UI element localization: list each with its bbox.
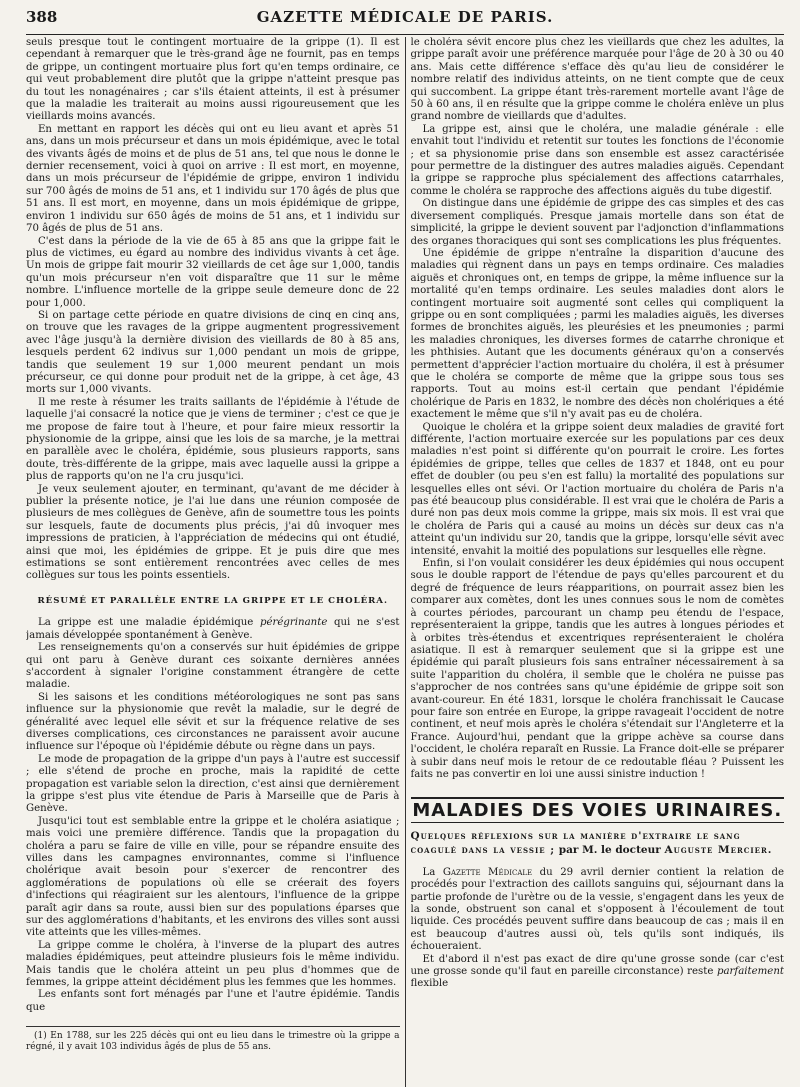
paragraph: En mettant en rapport les décès qui ont eu lieu avant et après 51 ans, dans un mois précurseur et dans un mois épidémique, avec le total des vivants âgés de moins et de plus de 51 ans, tel que nous le donne le dernier recensement, voici à quoi on arrive : Il est mort, en moyenne, dans un mois précurseur de l'épidémie de grippe, environ 1 individu sur 700 âgés de moins de 51 ans, et 1 individu sur 170 âgés de plus que 51 ans. Il est mort, en moyenne, dans un mois épidémique de grippe, environ 1 individu sur 650 âgés de moins de 51 ans, et 1 individu sur 70 âgés de plus de 51 ans. [26,123,400,235]
section-title: MALADIES DES VOIES URINAIRES. [411,797,785,822]
paragraph: Une épidémie de grippe n'entraîne la disparition d'aucune des maladies qui règnent dans un pays en temps ordinaire. Ces maladies aiguës et chroniques ont, en temps de grippe, la même influence sur la mortalité qu'en temps ordinaire. Les seules maladies dont alors le contingent mortuaire soit augmenté sont celles qui compliquent la grippe ou en sont compliquées ; parmi les maladies aiguës, les diverses formes de bronchites aiguës, les pleurésies et les pneumonies ; parmi les maladies chroniques, les diverses formes de catarrhe chronique et les phthisies. Autant que les documents généraux qu'on a conservés permettent d'apprécier l'action mortuaire du choléra, il est à présumer que le choléra se comporte de même que la grippe sous tous ses rapports. Tout au moins est-il certain que pendant l'épidémie cholérique de Paris en 1832, le nombre des décès non cholériques a été exactement le même que s'il n'y avait pas eu de choléra. [410,247,784,421]
paragraph: Jusqu'ici tout est semblable entre la grippe et le choléra asiatique ; mais voici une première différence. Tandis que la propagation du choléra a paru se faire de ville en ville, pour se répandre ensuite des villes dans les campagnes environnantes, comme si l'influence cholérique avait besoin pour s'exercer de rencontrer des agglomérations de populations où elle se créerait des foyers d'infections qui réagiraient sur les alentours, l'influence de la grippe paraît agir dans sa route, aussi bien sur des populations éparses que sur des agglomérations d'habitants, et les environs des villes sont aussi vite atteints que les villes-mêmes. [26,815,400,939]
two-columns [26,37,784,1087]
text-run: flexible [410,978,449,990]
section-heading: RÉSUMÉ ET PARALLÈLE ENTRE LA GRIPPE ET LE CHOLÉRA. [37,595,388,606]
journal-name: Gazette Médicale [442,866,533,878]
paragraph [26,617,400,642]
text-run: Et d'abord il n'est pas exact de dire qu'une grosse sonde (car c'est une grosse sonde qu'il faut en pareille circonstance) reste [410,953,784,978]
paragraph: seuls presque tout le contingent mortuaire de la grippe (1). Il est cependant à remarquer que le très-grand âge ne fournit, pas en temps de grippe, un contingent mortuaire plus fort qu'en temps ordinaire, ce qui veut probablement dire plutôt que la grippe n'atteint presque pas du tout les nonagénaires ; car s'ils étaient atteints, il est à présumer que la maladie les traiterait au moins aussi rigoureusement que les vieillards moins avancés. [26,37,400,123]
paragraph: On distingue dans une épidémie de grippe des cas simples et des cas diversement compliqués. Presque jamais mortelle dans son état de simplicité, la grippe le devient souvent par l'adjonction d'inflammations des organes thoraciques qui sont ses complications les plus fréquentes. [410,198,784,247]
column-rule [405,37,406,1087]
paragraph: Quoique le choléra et la grippe soient deux maladies de gravité fort différente, l'action mortuaire exercée sur les populations par ces deux maladies n'est point si différente qu'on pourrait le croire. Les fortes épidémies de grippe, telles que celles de 1837 et 1848, ont eu pour effet de doubler (ou peu s'en est fallu) la mortalité des populations sur lesquelles elles ont sévi. Or l'action mortuaire du choléra de Paris n'a pas été beaucoup plus considérable. Il est vrai que le choléra de Paris a duré non pas deux mois comme la grippe, mais six mois. Il est vrai que le choléra de Paris qui a causé au moins un décès sur deux cas n'a atteint qu'un individu sur 20, tandis que la grippe, lorsqu'elle sévit avec intensité, envahit la moitié des populations sur lesquelles elle règne. [410,421,784,557]
paragraph: Les enfants sont fort ménagés par l'une et l'autre épidémie. Tandis que [26,989,400,1013]
paragraph: Le mode de propagation de la grippe d'un pays à l'autre est successif ; elle s'étend de proche en proche, mais la rapidité de cette propagation est variable selon la direction, c'est ainsi que dernièrement la grippe s'est plus vite étendue de Paris à Marseille que de Paris à Genève. [26,753,400,815]
paragraph: Les renseignements qu'on a conservés sur huit épidémies de grippe qui ont paru à Genève durant ces soixante dernières années s'accordent à signaler l'origine constamment étrangère de cette maladie. [26,642,400,691]
text-run: du 29 avril dernier contient la relation de procédés pour l'extraction des caillots sanguins qui, séjournant dans la partie profonde de l'urètre ou de la vessie, s'engagent dans les yeux de la sonde, obstruent son canal et s'opposent à l'écoulement de tout liquide. Ces procédés peuvent suffire dans beaucoup de cas ; mais il en est beaucoup d'autres aussi où, tels qu'ils sont indiqués, ils échoueraient. [410,866,784,953]
author-name: Auguste Mercier. [664,843,773,856]
footnote-text: (1) En 1788, sur les 225 décès qui ont eu lieu dans le trimestre où la grippe a régné, il y avait 103 individus âgés de plus de 55 ans. [26,1031,400,1053]
text-run: qui ne s'est jamais développée spontanément à Genève. [26,617,400,641]
paragraph: La grippe comme le choléra, à l'inverse de la plupart des autres maladies épidémiques, peut atteindre plusieurs fois le même individu. Mais tandis que le choléra atteint un peu plus d'hommes que de femmes, la grippe atteint décidément plus les femmes que les hommes. [26,939,400,989]
running-title: GAZETTE MÉDICALE DE PARIS. [256,8,554,26]
paragraph: Enfin, si l'on voulait considérer les deux épidémies qui nous occupent sous le double rapport de l'étendue de pays qu'elles parcourent et du degré de fréquence de leurs réapparitions, on pourrait assez bien les comparer aux comètes, dont les unes connues sous le nom de comètes à courtes périodes, parcourant un champ peu étendu de l'espace, représenteraient la grippe, tandis que les autres à longues périodes et à orbites très-étendus et excentriques représenteraient le choléra asiatique. Il est à remarquer seulement que si la grippe est une épidémie qui paraît plusieurs fois sans entraîner nécessairement à sa suite l'apparition du choléra, il semble que le choléra ne puisse pas s'approcher de nos contrées sans qu'une épidémie de grippe soit son avant-coureur. En été 1831, lorsque le choléra franchissait le Caucase pour faire son entrée en Europe, la grippe ravageait l'occident de notre continent, et neuf mois après le choléra s'étendait sur l'Angleterre et la France. Aujourd'hui, pendant que la grippe achève sa course dans l'occident, le choléra reparaît en Russie. La France doit-elle se préparer à subir dans neuf mois le retour de ce redoutable fléau ? Puissent les faits ne pas convertir en loi une aussi sinistre induction ! [410,558,784,780]
page-header [26,8,784,35]
paragraph: Il me reste à résumer les traits saillants de l'épidémie à l'étude de laquelle j'ai consacré la notice que je viens de terminer ; c'est ce que je me propose de faire tout à l'heure, et pour faire mieux ressortir la physionomie de la grippe, ainsi que les lois de sa marche, je la mettrai en parallèle avec le choléra, épidémie, sous plusieurs rapports, sans doute, très-différente de la grippe, mais avec laquelle aussi la grippe a plus de rapports qu'on ne l'a cru jusqu'ici. [26,396,400,483]
paragraph: Je veux seulement ajouter, en terminant, qu'avant de me décider à publier la présente notice, je l'ai lue dans une réunion composée de plusieurs de mes collègues de Genève, afin de soumettre tous les points sur lesquels, faute de documents plus précis, j'ai dû invoquer mes impressions de praticien, à l'appréciation de médecins qui ont étudié, ainsi que moi, les épidémies de grippe. Et je puis dire que mes estimations se sont entièrement rencontrées avec celles de mes collègues sur tous les points essentiels. [26,483,400,582]
paragraph [411,954,785,991]
paragraph: La grippe est, ainsi que le choléra, une maladie générale : elle envahit tout l'individu et retentit sur toutes les fonctions de l'économie ; et sa physionomie prise dans son ensemble est assez caractérisée pour permettre de la distinguer des autres maladies aiguës. Cependant la grippe se rapproche plus spécialement des affections catarrhales, comme le choléra se rapproche des affections aiguës du tube digestif. [410,123,784,197]
byline: par M. le docteur [555,843,665,856]
left-column [26,37,400,1087]
paragraph: Si on partage cette période en quatre divisions de cinq en cinq ans, on trouve que les ravages de la grippe augmentent progressivement avec l'âge jusqu'à la dernière division des vieillards de 80 à 85 ans, lesquels perdent 62 indivus sur 1,000 pendant un mois de grippe, tandis que seulement 19 sur 1,000 meurent pendant un mois précurseur, ce qui donne pour produit net de la grippe, à cet âge, 43 morts sur 1,000 vivants. [26,309,400,396]
paragraph: La Gazette Médicale du 29 avril dernier contient la relation de procédés pour l'extraction des caillots sanguins qui, séjournant dans la partie profonde de l'urètre ou de la vessie, s'engagent dans les yeux de la sonde, obstruent son canal et s'opposent à l'écoulement de tout liquide. Ces procédés peuvent suffire dans beaucoup de cas ; mais il en est beaucoup d'autres aussi où, tels qu'ils sont indiqués, ils échoueraient. [410,866,784,953]
emphasis: parfaitement [716,966,784,978]
right-column [411,37,785,1087]
page-number: 388 [26,8,58,26]
paragraph: le choléra sévit encore plus chez les vieillards que chez les adultes, la grippe paraît avoir une préférence marquée pour l'âge de 20 à 30 ou 40 ans. Mais cette différence s'efface dès qu'au lieu de considérer le nombre relatif des individus atteints, on ne tient compte que de ceux qui succombent. La grippe étant très-rarement mortelle avant l'âge de 50 à 60 ans, il en résulte que la grippe comme le choléra enlève un plus grand nombre de vieillards que d'adultes. [410,37,784,123]
article-title: Quelques réflexions sur la manière d'extraire le sang coagulé dans la vessie ; [410,829,741,856]
emphasis: pérégrinante [259,617,328,629]
paragraph: Si les saisons et les conditions météorologiques ne sont pas sans influence sur la physionomie que revêt la maladie, sur le degré de généralité avec lequel elle sévit et sur la fréquence relative de ses diverses complications, ces circonstances ne paraissent avoir aucune influence sur l'époque où l'épidémie débute ou règne dans un pays. [26,691,400,753]
paragraph: C'est dans la période de la vie de 65 à 85 ans que la grippe fait le plus de victimes, eu égard au nombre des individus vivants à cet âge. Un mois de grippe fait mourir 32 vieillards de cet âge sur 1,000, tandis qu'un mois précurseur n'en voit disparaître que 11 sur le même nombre. L'influence mortelle de la grippe seule demeure donc de 22 pour 1,000. [26,235,400,309]
article-subtitle [411,829,785,857]
text-run: La grippe est une maladie épidémique [38,617,260,629]
footnote [26,1026,400,1053]
